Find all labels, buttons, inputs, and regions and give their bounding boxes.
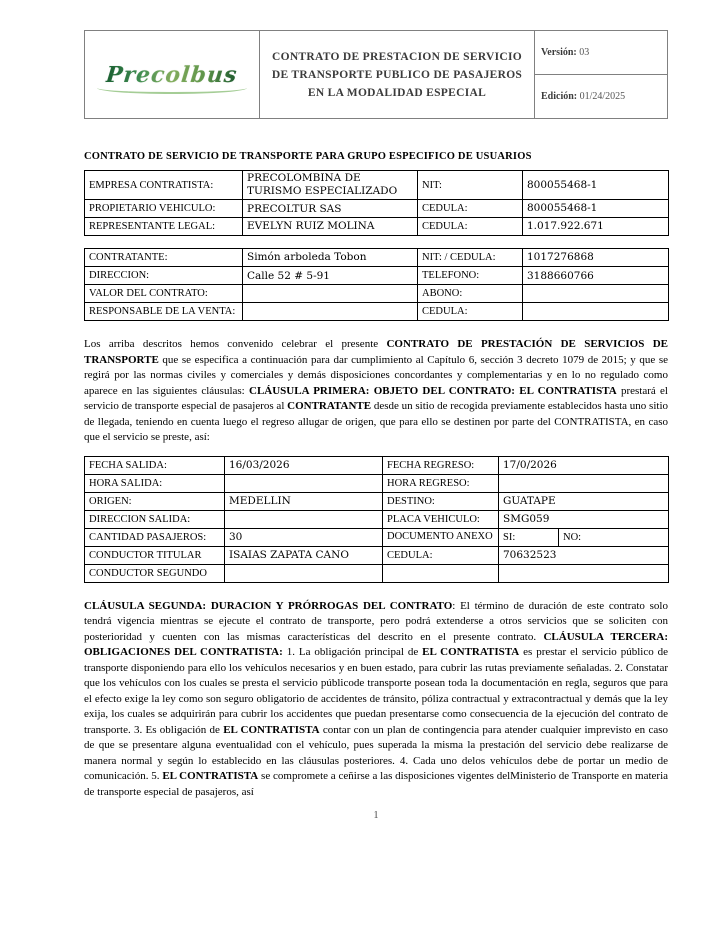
- hora-regreso-label: HORA REGRESO:: [383, 474, 499, 492]
- conductor-titular-label: CONDUCTOR TITULAR: [85, 546, 225, 564]
- fecha-regreso-value: 17/0/2026: [499, 456, 669, 474]
- responsable-cedula-label: CEDULA:: [418, 303, 523, 321]
- valor-contrato-label: VALOR DEL CONTRATO:: [85, 285, 243, 303]
- conductor-segundo-cedula-value: [499, 564, 669, 582]
- document-title-line2: DE TRANSPORTE PUBLICO DE PASAJEROS: [271, 68, 523, 81]
- contratante-nit-label: NIT: / CEDULA:: [418, 249, 523, 267]
- valor-contrato-value: [243, 285, 418, 303]
- abono-label: ABONO:: [418, 285, 523, 303]
- p2-b4: EL CONTRATISTA: [223, 723, 320, 736]
- representante-cedula-value: 1.017.922.671: [523, 218, 669, 236]
- clause-two-three-paragraph: [84, 599, 668, 801]
- placa-vehiculo-value: SMG059: [499, 510, 669, 528]
- document-title: [260, 31, 535, 119]
- p1-b1: CONTRATO DE PRESTACIÓN DE SERVICIOS DE TRANSPORTE: [84, 338, 668, 366]
- client-info-table: [84, 248, 669, 321]
- conductor-titular-value: ISAIAS ZAPATA CANO: [225, 546, 383, 564]
- destino-value: GUATAPE: [499, 492, 669, 510]
- page-number: 1: [373, 810, 379, 821]
- hora-salida-value: [225, 474, 383, 492]
- origen-value: MEDELLIN: [225, 492, 383, 510]
- conductor-segundo-label: CONDUCTOR SEGUNDO: [85, 564, 225, 582]
- cantidad-pasajeros-value: 30: [225, 528, 383, 546]
- abono-value: [523, 285, 669, 303]
- contract-intro-paragraph: [84, 337, 668, 446]
- p1-t2: que se especifica a continuación para dar cumplimiento al Capítulo 6, sección 3 decreto 1079 de 2015; y que se regirá por las normas civiles y comerciales y demás disposiciones concordantes y complementarias y en lo no regulado como aparece en las siguientes cláusulas:: [84, 353, 668, 397]
- p2-t1: : El término de duración de este contrato solo tendrá vigencia mientras se ejecute el contrato de transporte, pero podrá extenderse a otros servicios que se soliciten con posterioridad y cuenten con las mismas características del descrito en el presente contrato.: [84, 599, 668, 643]
- destino-label: DESTINO:: [383, 492, 499, 510]
- conductor-segundo-cedula-label: [383, 564, 499, 582]
- edition-value: 01/24/2025: [579, 91, 626, 102]
- direccion-value: Calle 52 # 5-91: [243, 267, 418, 285]
- telefono-value: 3188660766: [523, 267, 669, 285]
- table-row: [85, 303, 669, 321]
- hora-salida-label: HORA SALIDA:: [85, 474, 225, 492]
- p1-b3: CONTRATANTE: [287, 400, 372, 412]
- documento-anexo-label: DOCUMENTO ANEXO: [383, 528, 499, 546]
- company-logo: [85, 31, 260, 119]
- version-value: 03: [579, 47, 590, 58]
- table-row: [85, 456, 669, 474]
- direccion-salida-label: DIRECCION SALIDA:: [85, 510, 225, 528]
- p1-t4: desde un sitio de recogida previamente establecidos hasta uno sitio de llegada, teniendo en cuenta luego el regreso allugar de origen, que para ello se destinen por parte del CONTRATISTA, en caso que el servicio se preste, así:: [84, 400, 668, 443]
- p2-b5: EL CONTRATISTA: [162, 770, 259, 782]
- propietario-cedula-value: 800055468-1: [523, 200, 669, 218]
- conductor-cedula-value: 70632523: [499, 546, 669, 564]
- p2-t3: es prestar el servicio público de transporte disponiendo para ello los vehículos necesarios y en buen estado, para cubrir las rutas previamente señaladas. 2. Constatar que los vehículos con los cuales se presta el servicio públicode transporte posean toda la documentación en regla, seguros que para el efecto exige la ley como son seguro obligatorio de accidentes de tránsito, póliza contractual y extracontractual y demás que la ley exija, los cuales se adquirirán para cubrir los accidentes que puedan presentarse como consecuencia de la ejecución del contrato de transporte. 3. Es obligación de: [84, 646, 669, 736]
- fecha-regreso-label: FECHA REGRESO:: [383, 456, 499, 474]
- logo-wordmark: Precolbus: [104, 61, 240, 88]
- responsable-venta-value: [243, 303, 418, 321]
- document-title-line3: EN LA MODALIDAD ESPECIAL: [307, 86, 487, 99]
- table-row: [85, 492, 669, 510]
- contratante-label: CONTRATANTE:: [85, 249, 243, 267]
- conductor-segundo-value: [225, 564, 383, 582]
- table-row: [85, 200, 669, 218]
- nit-label: NIT:: [418, 171, 523, 200]
- table-row: [85, 510, 669, 528]
- section-title: CONTRATO DE SERVICIO DE TRANSPORTE PARA GRUPO ESPECIFICO DE USUARIOS: [84, 151, 532, 162]
- version-cell: [535, 31, 668, 75]
- direccion-label: DIRECCION:: [85, 267, 243, 285]
- logo-swoosh-icon: [97, 82, 247, 94]
- edition-label: Edición:: [541, 91, 578, 102]
- placa-vehiculo-label: PLACA VEHICULO:: [383, 510, 499, 528]
- p2-b2: CLÁUSULA TERCERA: OBLIGACIONES DEL CONTRATISTA:: [84, 630, 669, 658]
- empresa-contratista-value: PRECOLOMBINA DE TURISMO ESPECIALIZADO: [243, 171, 418, 200]
- documento-anexo-si-label: SI:: [499, 528, 559, 546]
- responsable-cedula-value: [523, 303, 669, 321]
- document-title-line1: CONTRATO DE PRESTACION DE SERVICIO: [271, 50, 523, 63]
- fecha-salida-value: 16/03/2026: [225, 456, 383, 474]
- table-row: [85, 267, 669, 285]
- p1-t1: Los arriba descritos hemos convenido celebrar el presente: [84, 338, 387, 350]
- representante-cedula-label: CEDULA:: [418, 218, 523, 236]
- table-row: [85, 285, 669, 303]
- table-row: [85, 474, 669, 492]
- representante-legal-value: EVELYN RUIZ MOLINA: [243, 218, 418, 236]
- table-row: [85, 218, 669, 236]
- version-label: Versión:: [541, 47, 577, 58]
- nit-value: 800055468-1: [523, 171, 669, 200]
- empresa-contratista-label: EMPRESA CONTRATISTA:: [85, 171, 243, 200]
- direccion-salida-value: [225, 510, 383, 528]
- table-row: [85, 564, 669, 582]
- cantidad-pasajeros-label: CANTIDAD PASAJEROS:: [85, 528, 225, 546]
- edition-cell: [535, 75, 668, 119]
- table-row: [85, 249, 669, 267]
- document-header: [84, 30, 668, 119]
- p2-b1: CLÁUSULA SEGUNDA: DURACION Y PRÓRROGAS DEL CONTRATO: [84, 599, 453, 612]
- p2-b3: EL CONTRATISTA: [422, 646, 520, 658]
- propietario-vehiculo-label: PROPIETARIO VEHICULO:: [85, 200, 243, 218]
- p2-t4: contar con un plan de contingencia para atender cualquier imprevisto en caso de que se presentare alguna eventualidad con el vehículo, pues superada la misma la prestación del servicio debe realizarse de manera normal y según lo establecido en las cláusulas posteriores. 4. Cada uno delos vehículos debe de portar un medio de comunicación. 5.: [84, 723, 668, 782]
- p2-t2: 1. La obligación principal de: [282, 646, 423, 658]
- representante-legal-label: REPRESENTANTE LEGAL:: [85, 218, 243, 236]
- telefono-label: TELEFONO:: [418, 267, 523, 285]
- contratante-nit-value: 1017276868: [523, 249, 669, 267]
- company-info-table: [84, 170, 669, 236]
- origen-label: ORIGEN:: [85, 492, 225, 510]
- table-row: [85, 528, 669, 546]
- hora-regreso-value: [499, 474, 669, 492]
- trip-details-table: [84, 456, 669, 583]
- propietario-cedula-label: CEDULA:: [418, 200, 523, 218]
- responsable-venta-label: RESPONSABLE DE LA VENTA:: [85, 303, 243, 321]
- fecha-salida-label: FECHA SALIDA:: [85, 456, 225, 474]
- table-row: [85, 546, 669, 564]
- contratante-value: Simón arboleda Tobon: [243, 249, 418, 267]
- conductor-cedula-label: CEDULA:: [383, 546, 499, 564]
- propietario-vehiculo-value: PRECOLTUR SAS: [243, 200, 418, 218]
- documento-anexo-no-label: NO:: [559, 528, 669, 546]
- table-row: [85, 171, 669, 200]
- p1-t3: prestará el servicio de transporte especial de pasajeros al: [84, 384, 668, 412]
- p2-t5: se compromete a ceñirse a las disposiciones vigentes delMinisterio de Transporte en materia de transporte especial de pasajeros, así: [84, 770, 669, 798]
- p1-b2: CLÁUSULA PRIMERA: OBJETO DEL CONTRATO: EL CONTRATISTA: [249, 384, 617, 397]
